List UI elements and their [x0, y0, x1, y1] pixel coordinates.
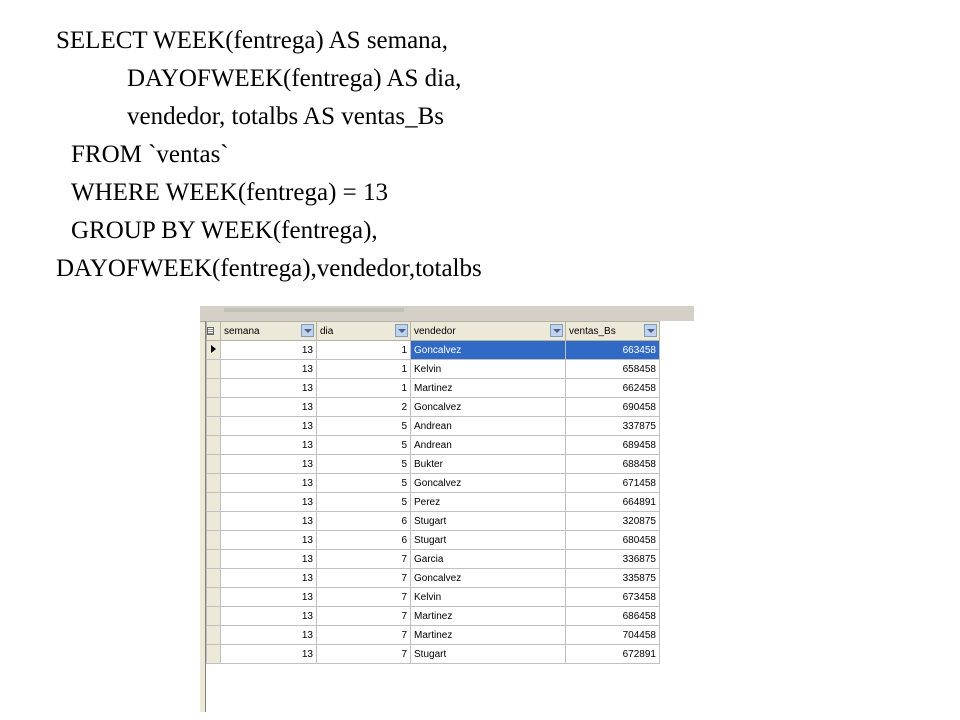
cell-semana[interactable]: 13 [221, 512, 317, 531]
table-row[interactable] [207, 512, 660, 531]
cell-ventas-bs[interactable]: 680458 [566, 531, 660, 550]
cell-semana[interactable]: 13 [221, 588, 317, 607]
table-row[interactable] [207, 398, 660, 417]
sql-line-4: FROM `ventas` [71, 141, 229, 168]
table-row[interactable] [207, 417, 660, 436]
cell-semana[interactable]: 13 [221, 493, 317, 512]
row-selector[interactable] [207, 455, 221, 474]
cell-dia[interactable]: 1 [317, 379, 411, 398]
cell-dia[interactable]: 6 [317, 512, 411, 531]
cell-semana[interactable]: 13 [221, 607, 317, 626]
cell-vendedor[interactable]: Goncalvez [411, 569, 566, 588]
row-selector[interactable] [207, 493, 221, 512]
cell-dia[interactable]: 5 [317, 417, 411, 436]
table-row[interactable] [207, 436, 660, 455]
row-pointer-icon [211, 345, 216, 353]
cell-ventas-bs[interactable]: 337875 [566, 417, 660, 436]
column-header-ventas-bs[interactable] [566, 322, 660, 341]
row-selector[interactable] [207, 341, 221, 360]
sql-line-7: DAYOFWEEK(fentrega),vendedor,totalbs [56, 255, 482, 282]
cell-vendedor[interactable]: Goncalvez [411, 474, 566, 493]
cell-semana[interactable]: 13 [221, 474, 317, 493]
grid-corner-icon [207, 327, 214, 335]
cell-vendedor[interactable]: Stugart [411, 531, 566, 550]
cell-semana[interactable]: 13 [221, 550, 317, 569]
cell-ventas-bs[interactable]: 689458 [566, 436, 660, 455]
cell-dia[interactable]: 5 [317, 455, 411, 474]
column-dropdown-icon[interactable] [644, 324, 657, 337]
column-dropdown-icon[interactable] [395, 324, 408, 337]
cell-semana[interactable]: 13 [221, 455, 317, 474]
cell-vendedor[interactable]: Garcia [411, 550, 566, 569]
cell-dia[interactable]: 5 [317, 436, 411, 455]
row-selector[interactable] [207, 626, 221, 645]
table-row[interactable] [207, 645, 660, 664]
column-header-label: dia [320, 325, 334, 337]
cell-ventas-bs[interactable]: 336875 [566, 550, 660, 569]
row-selector[interactable] [207, 607, 221, 626]
row-selector[interactable] [207, 474, 221, 493]
cell-dia[interactable]: 5 [317, 474, 411, 493]
cell-dia[interactable]: 7 [317, 569, 411, 588]
cell-ventas-bs[interactable]: 663458 [566, 341, 660, 360]
titlebar-fragment [224, 308, 404, 312]
row-selector[interactable] [207, 417, 221, 436]
table-row[interactable] [207, 474, 660, 493]
sql-line-3: vendedor, totalbs AS ventas_Bs [127, 103, 445, 130]
cell-vendedor[interactable]: Andrean [411, 436, 566, 455]
row-selector[interactable] [207, 645, 221, 664]
row-selector[interactable] [207, 512, 221, 531]
table-row[interactable] [207, 360, 660, 379]
cell-semana[interactable]: 13 [221, 341, 317, 360]
row-selector[interactable] [207, 398, 221, 417]
column-dropdown-icon[interactable] [550, 324, 563, 337]
result-rows [207, 341, 660, 664]
cell-dia[interactable]: 5 [317, 493, 411, 512]
cell-dia[interactable]: 7 [317, 588, 411, 607]
row-selector[interactable] [207, 379, 221, 398]
table-row[interactable] [207, 588, 660, 607]
grid-corner[interactable] [207, 322, 221, 341]
column-header-dia[interactable] [317, 322, 411, 341]
cell-vendedor[interactable]: Martinez [411, 626, 566, 645]
cell-semana[interactable]: 13 [221, 436, 317, 455]
table-row[interactable] [207, 550, 660, 569]
column-header-label: semana [224, 325, 260, 337]
cell-semana[interactable]: 13 [221, 398, 317, 417]
result-table [206, 321, 660, 664]
cell-semana[interactable]: 13 [221, 626, 317, 645]
cell-dia[interactable]: 1 [317, 360, 411, 379]
header-row [207, 322, 660, 341]
sql-line-2: DAYOFWEEK(fentrega) AS dia, [127, 65, 462, 92]
cell-vendedor[interactable]: Stugart [411, 645, 566, 664]
cell-ventas-bs[interactable]: 690458 [566, 398, 660, 417]
row-selector[interactable] [207, 588, 221, 607]
table-row[interactable] [207, 626, 660, 645]
column-header-semana[interactable] [221, 322, 317, 341]
cell-ventas-bs[interactable]: 658458 [566, 360, 660, 379]
cell-semana[interactable]: 13 [221, 569, 317, 588]
cell-dia[interactable]: 6 [317, 531, 411, 550]
cell-vendedor[interactable]: Kelvin [411, 360, 566, 379]
cell-semana[interactable]: 13 [221, 360, 317, 379]
table-row[interactable] [207, 607, 660, 626]
cell-ventas-bs[interactable]: 662458 [566, 379, 660, 398]
cell-dia[interactable]: 2 [317, 398, 411, 417]
row-selector[interactable] [207, 436, 221, 455]
cell-ventas-bs[interactable]: 671458 [566, 474, 660, 493]
column-header-label: ventas_Bs [569, 325, 616, 337]
cell-semana[interactable]: 13 [221, 379, 317, 398]
column-header-vendedor[interactable] [411, 322, 566, 341]
cell-dia[interactable]: 7 [317, 607, 411, 626]
cell-dia[interactable]: 7 [317, 550, 411, 569]
result-grid[interactable] [205, 321, 694, 712]
row-selector[interactable] [207, 569, 221, 588]
table-row[interactable] [207, 569, 660, 588]
row-selector[interactable] [207, 531, 221, 550]
sql-line-1: SELECT WEEK(fentrega) AS semana, [56, 27, 449, 54]
column-header-label: vendedor [414, 325, 456, 337]
cell-dia[interactable]: 7 [317, 626, 411, 645]
cell-ventas-bs[interactable]: 664891 [566, 493, 660, 512]
cell-vendedor[interactable]: Andrean [411, 417, 566, 436]
cell-vendedor[interactable]: Goncalvez [411, 341, 566, 360]
panel-titlebar [200, 306, 694, 322]
cell-ventas-bs[interactable]: 688458 [566, 455, 660, 474]
cell-semana[interactable]: 13 [221, 531, 317, 550]
column-dropdown-icon[interactable] [301, 324, 314, 337]
cell-vendedor[interactable]: Goncalvez [411, 398, 566, 417]
cell-ventas-bs[interactable]: 686458 [566, 607, 660, 626]
table-row[interactable] [207, 379, 660, 398]
cell-vendedor[interactable]: Kelvin [411, 588, 566, 607]
cell-ventas-bs[interactable]: 704458 [566, 626, 660, 645]
cell-vendedor[interactable]: Bukter [411, 455, 566, 474]
cell-semana[interactable]: 13 [221, 645, 317, 664]
cell-vendedor[interactable]: Stugart [411, 512, 566, 531]
cell-vendedor[interactable]: Martinez [411, 607, 566, 626]
table-row[interactable] [207, 531, 660, 550]
cell-ventas-bs[interactable]: 320875 [566, 512, 660, 531]
cell-vendedor[interactable]: Martinez [411, 379, 566, 398]
table-row[interactable] [207, 341, 660, 360]
sql-line-5: WHERE WEEK(fentrega) = 13 [71, 179, 388, 206]
row-selector[interactable] [207, 550, 221, 569]
cell-dia[interactable]: 7 [317, 645, 411, 664]
cell-semana[interactable]: 13 [221, 417, 317, 436]
cell-vendedor[interactable]: Perez [411, 493, 566, 512]
result-grid-panel [200, 306, 694, 712]
cell-ventas-bs[interactable]: 672891 [566, 645, 660, 664]
table-row[interactable] [207, 493, 660, 512]
table-row[interactable] [207, 455, 660, 474]
sql-line-6: GROUP BY WEEK(fentrega), [71, 217, 378, 244]
row-selector[interactable] [207, 360, 221, 379]
cell-ventas-bs[interactable]: 673458 [566, 588, 660, 607]
cell-dia[interactable]: 1 [317, 341, 411, 360]
cell-ventas-bs[interactable]: 335875 [566, 569, 660, 588]
